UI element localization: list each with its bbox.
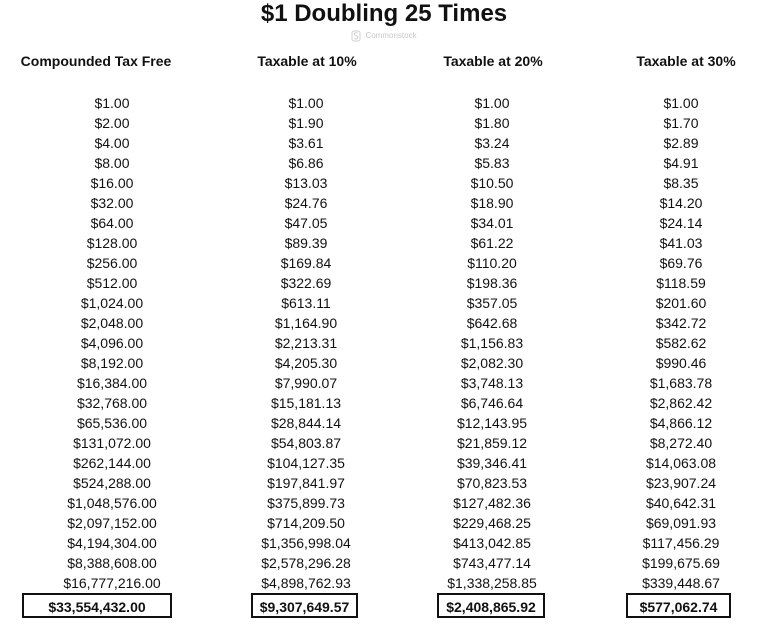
table-cell: $1.90 — [288, 115, 324, 131]
table-cell: $65,536.00 — [76, 415, 148, 431]
table-cell: $413,042.85 — [453, 535, 531, 551]
table-cell: $1,164.90 — [274, 315, 338, 331]
table-cell: $2.89 — [663, 135, 699, 151]
table-cell: $4.00 — [94, 135, 130, 151]
table-cell: $2,578,296.28 — [261, 555, 351, 571]
table-cell: $24.14 — [659, 215, 703, 231]
commonstock-logo-icon — [351, 30, 361, 42]
table-cell: $8,272.40 — [649, 435, 713, 451]
table-cell: $110.20 — [467, 255, 517, 271]
table-cell: $2,097,152.00 — [67, 515, 157, 531]
table-cell: $18.90 — [470, 195, 514, 211]
table-cell: $169.84 — [280, 255, 332, 271]
table-cell: $104,127.35 — [267, 455, 345, 471]
table-cell: $1.00 — [474, 95, 510, 111]
table-cell: $70,823.53 — [456, 475, 528, 491]
table-cell: $1,024.00 — [80, 295, 144, 311]
table-cell: $582.62 — [655, 335, 707, 351]
table-cell: $7,990.07 — [274, 375, 338, 391]
table-cell: $128.00 — [86, 235, 138, 251]
table-cell: $32.00 — [90, 195, 134, 211]
table-cell: $1,048,576.00 — [67, 495, 157, 511]
table-cell: $375,899.73 — [267, 495, 345, 511]
table-cell: $28,844.14 — [270, 415, 342, 431]
table-cell: $24.76 — [284, 195, 328, 211]
table-cell: $256.00 — [86, 255, 138, 271]
table-cell: $8.35 — [663, 175, 699, 191]
table-cell: $1.00 — [663, 95, 699, 111]
column-header-taxable-30: Taxable at 30% — [636, 53, 736, 69]
total-taxable-10: $9,307,649.57 — [251, 593, 358, 618]
table-cell: $4,205.30 — [274, 355, 338, 371]
table-cell: $2,213.31 — [274, 335, 338, 351]
table-cell: $15,181.13 — [270, 395, 342, 411]
table-cell: $41.03 — [659, 235, 703, 251]
total-compounded-tax-free: $33,554,432.00 — [22, 593, 172, 618]
table-cell: $89.39 — [284, 235, 328, 251]
table-cell: $4,096.00 — [80, 335, 144, 351]
table-cell: $199,675.69 — [642, 555, 720, 571]
table-cell: $21,859.12 — [456, 435, 528, 451]
table-cell: $8.00 — [94, 155, 130, 171]
total-taxable-20: $2,408,865.92 — [437, 593, 545, 618]
table-cell: $1.00 — [94, 95, 130, 111]
table-cell: $10.50 — [470, 175, 514, 191]
table-cell: $64.00 — [90, 215, 134, 231]
table-cell: $1,338,258.85 — [447, 575, 537, 591]
column-header-compounded-tax-free: Compounded Tax Free — [20, 53, 172, 69]
table-cell: $131,072.00 — [73, 435, 151, 451]
table-cell: $2.00 — [94, 115, 130, 131]
table-cell: $32,768.00 — [76, 395, 148, 411]
table-cell: $1.70 — [663, 115, 699, 131]
table-cell: $6.86 — [288, 155, 324, 171]
table-cell: $714,209.50 — [267, 515, 345, 531]
table-cell: $69.76 — [659, 255, 703, 271]
table-cell: $990.46 — [655, 355, 707, 371]
table-cell: $642.68 — [466, 315, 518, 331]
values-column-taxable-30 — [621, 93, 741, 593]
column-header-taxable-20: Taxable at 20% — [443, 53, 543, 69]
table-cell: $339,448.67 — [642, 575, 720, 591]
table-cell: $14.20 — [659, 195, 703, 211]
table-cell: $2,048.00 — [80, 315, 144, 331]
table-cell: $14,063.08 — [645, 455, 717, 471]
table-cell: $2,862.42 — [649, 395, 713, 411]
table-cell: $342.72 — [655, 315, 707, 331]
table-cell: $69,091.93 — [645, 515, 717, 531]
values-column-taxable-10 — [246, 93, 366, 593]
table-cell: $197,841.97 — [267, 475, 345, 491]
table-cell: $322.69 — [280, 275, 332, 291]
table-cell: $524,288.00 — [73, 475, 151, 491]
table-cell: $1,683.78 — [649, 375, 713, 391]
table-cell: $262,144.00 — [73, 455, 151, 471]
table-cell: $34.01 — [470, 215, 514, 231]
total-taxable-30: $577,062.74 — [626, 593, 731, 618]
table-cell: $4.91 — [663, 155, 699, 171]
table-cell: $1,356,998.04 — [261, 535, 351, 551]
table-cell: $118.59 — [656, 275, 706, 291]
brand-name: Commonstock — [365, 31, 417, 40]
table-cell: $3,748.13 — [460, 375, 524, 391]
table-cell: $40,642.31 — [645, 495, 717, 511]
table-cell: $8,192.00 — [80, 355, 144, 371]
values-column-taxable-20 — [432, 93, 552, 593]
table-cell: $54,803.87 — [270, 435, 342, 451]
table-cell: $198.36 — [466, 275, 518, 291]
table-cell: $16,777,216.00 — [63, 575, 161, 591]
table-cell: $1.80 — [474, 115, 510, 131]
table-cell: $1,156.83 — [460, 335, 524, 351]
table-cell: $229,468.25 — [453, 515, 531, 531]
table-cell: $4,194,304.00 — [67, 535, 157, 551]
table-cell: $5.83 — [474, 155, 510, 171]
table-cell: $61.22 — [470, 235, 514, 251]
table-cell: $4,898,762.93 — [261, 575, 351, 591]
table-cell: $6,746.64 — [460, 395, 524, 411]
table-cell: $3.61 — [288, 135, 324, 151]
table-cell: $743,477.14 — [453, 555, 531, 571]
table-cell: $16,384.00 — [76, 375, 148, 391]
table-cell: $1.00 — [288, 95, 324, 111]
values-column-compounded-tax-free — [52, 93, 172, 593]
table-cell: $127,482.36 — [453, 495, 531, 511]
table-cell: $613.11 — [281, 295, 331, 311]
table-cell: $47.05 — [284, 215, 328, 231]
table-cell: $23,907.24 — [645, 475, 717, 491]
table-cell: $4,866.12 — [649, 415, 713, 431]
column-header-taxable-10: Taxable at 10% — [257, 53, 357, 69]
table-cell: $117,456.29 — [642, 535, 720, 551]
table-cell: $8,388,608.00 — [67, 555, 157, 571]
page-title: $1 Doubling 25 Times — [260, 0, 508, 27]
table-cell: $2,082.30 — [460, 355, 524, 371]
brand-watermark — [0, 28, 768, 44]
table-cell: $357.05 — [466, 295, 518, 311]
table-cell: $201.60 — [655, 295, 707, 311]
table-cell: $16.00 — [90, 175, 134, 191]
table-cell: $3.24 — [474, 135, 510, 151]
table-cell: $12,143.95 — [456, 415, 528, 431]
table-cell: $13.03 — [284, 175, 328, 191]
table-cell: $39,346.41 — [456, 455, 528, 471]
table-cell: $512.00 — [86, 275, 138, 291]
